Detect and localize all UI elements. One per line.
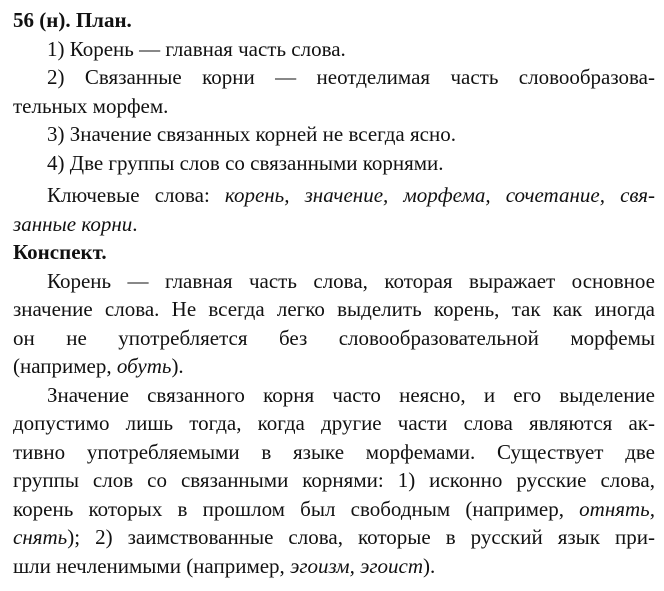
summary-p2-line-3: тивно употребляемыми в языке морфемами. Существует две bbox=[13, 439, 655, 464]
summary-p1-text: (например, bbox=[13, 354, 117, 378]
keywords-list-1: корень, значение, морфема, сочетание, свя- bbox=[224, 183, 655, 207]
summary-p2-line-6-text: ); 2) заимствованные слова, которые в русский язык при- bbox=[67, 525, 655, 549]
plan-item-1: 1) Корень — главная часть слова. bbox=[47, 36, 346, 61]
summary-p1-line-1: Корень — главная часть слова, которая выражает основное bbox=[47, 268, 655, 293]
summary-p1-line-4 bbox=[13, 352, 655, 381]
summary-p2-end: ). bbox=[423, 553, 436, 578]
plan-item-2-continuation: тельных морфем. bbox=[13, 93, 169, 118]
summary-heading: Конспект. bbox=[13, 240, 107, 264]
summary-p2-line-6 bbox=[13, 523, 655, 552]
keywords-list-2: занные корни bbox=[13, 211, 133, 236]
keywords-line-1 bbox=[13, 181, 655, 210]
plan-item-4: 4) Две группы слов со связанными корнями. bbox=[47, 150, 444, 175]
keywords-block bbox=[13, 181, 655, 238]
summary-p2-line-4: группы слов со связанными корнями: 1) исконно русские слова, bbox=[13, 468, 655, 492]
summary-p2-line-1: Значение связанного корня часто неясно, и его выделение bbox=[47, 382, 655, 407]
summary-p2-line-2: допустимо лишь тогда, когда другие части слова являются ак- bbox=[13, 411, 655, 435]
summary-p1-line-3: он не употребляется без словообразовательной морфемы bbox=[13, 325, 655, 350]
summary-paragraph-1 bbox=[13, 267, 655, 381]
plan-item-3: 3) Значение связанных корней не всегда ясно. bbox=[47, 122, 456, 146]
summary-p2-line-5 bbox=[13, 495, 655, 524]
summary-p1-end: ). bbox=[171, 354, 184, 378]
plan-heading: 56 (н). План. bbox=[13, 8, 132, 32]
summary-p2-example-1: отнять, bbox=[579, 496, 655, 521]
summary-p1-example: обуть bbox=[116, 354, 172, 378]
summary-p2-line-5-text: корень которых в прошлом был свободным (например, bbox=[13, 496, 580, 521]
summary-paragraph-2 bbox=[13, 381, 655, 581]
summary-p1-line-2: значение слова. Не всегда легко выделить корень, так как иногда bbox=[13, 297, 655, 321]
document-page bbox=[13, 6, 655, 580]
keywords-line-2 bbox=[13, 210, 655, 239]
plan-item-2: 2) Связанные корни — неотделимая часть словообразова- bbox=[47, 65, 655, 89]
summary-p2-example-2: снять bbox=[13, 525, 68, 549]
keywords-label: Ключевые слова: bbox=[47, 183, 210, 207]
summary-p2-example-3: эгоизм, эгоист bbox=[290, 553, 424, 578]
keywords-end: . bbox=[132, 211, 138, 236]
summary-p2-line-7 bbox=[13, 552, 655, 581]
summary-p2-line-7-text: шли нечленимыми (например, bbox=[13, 553, 291, 578]
